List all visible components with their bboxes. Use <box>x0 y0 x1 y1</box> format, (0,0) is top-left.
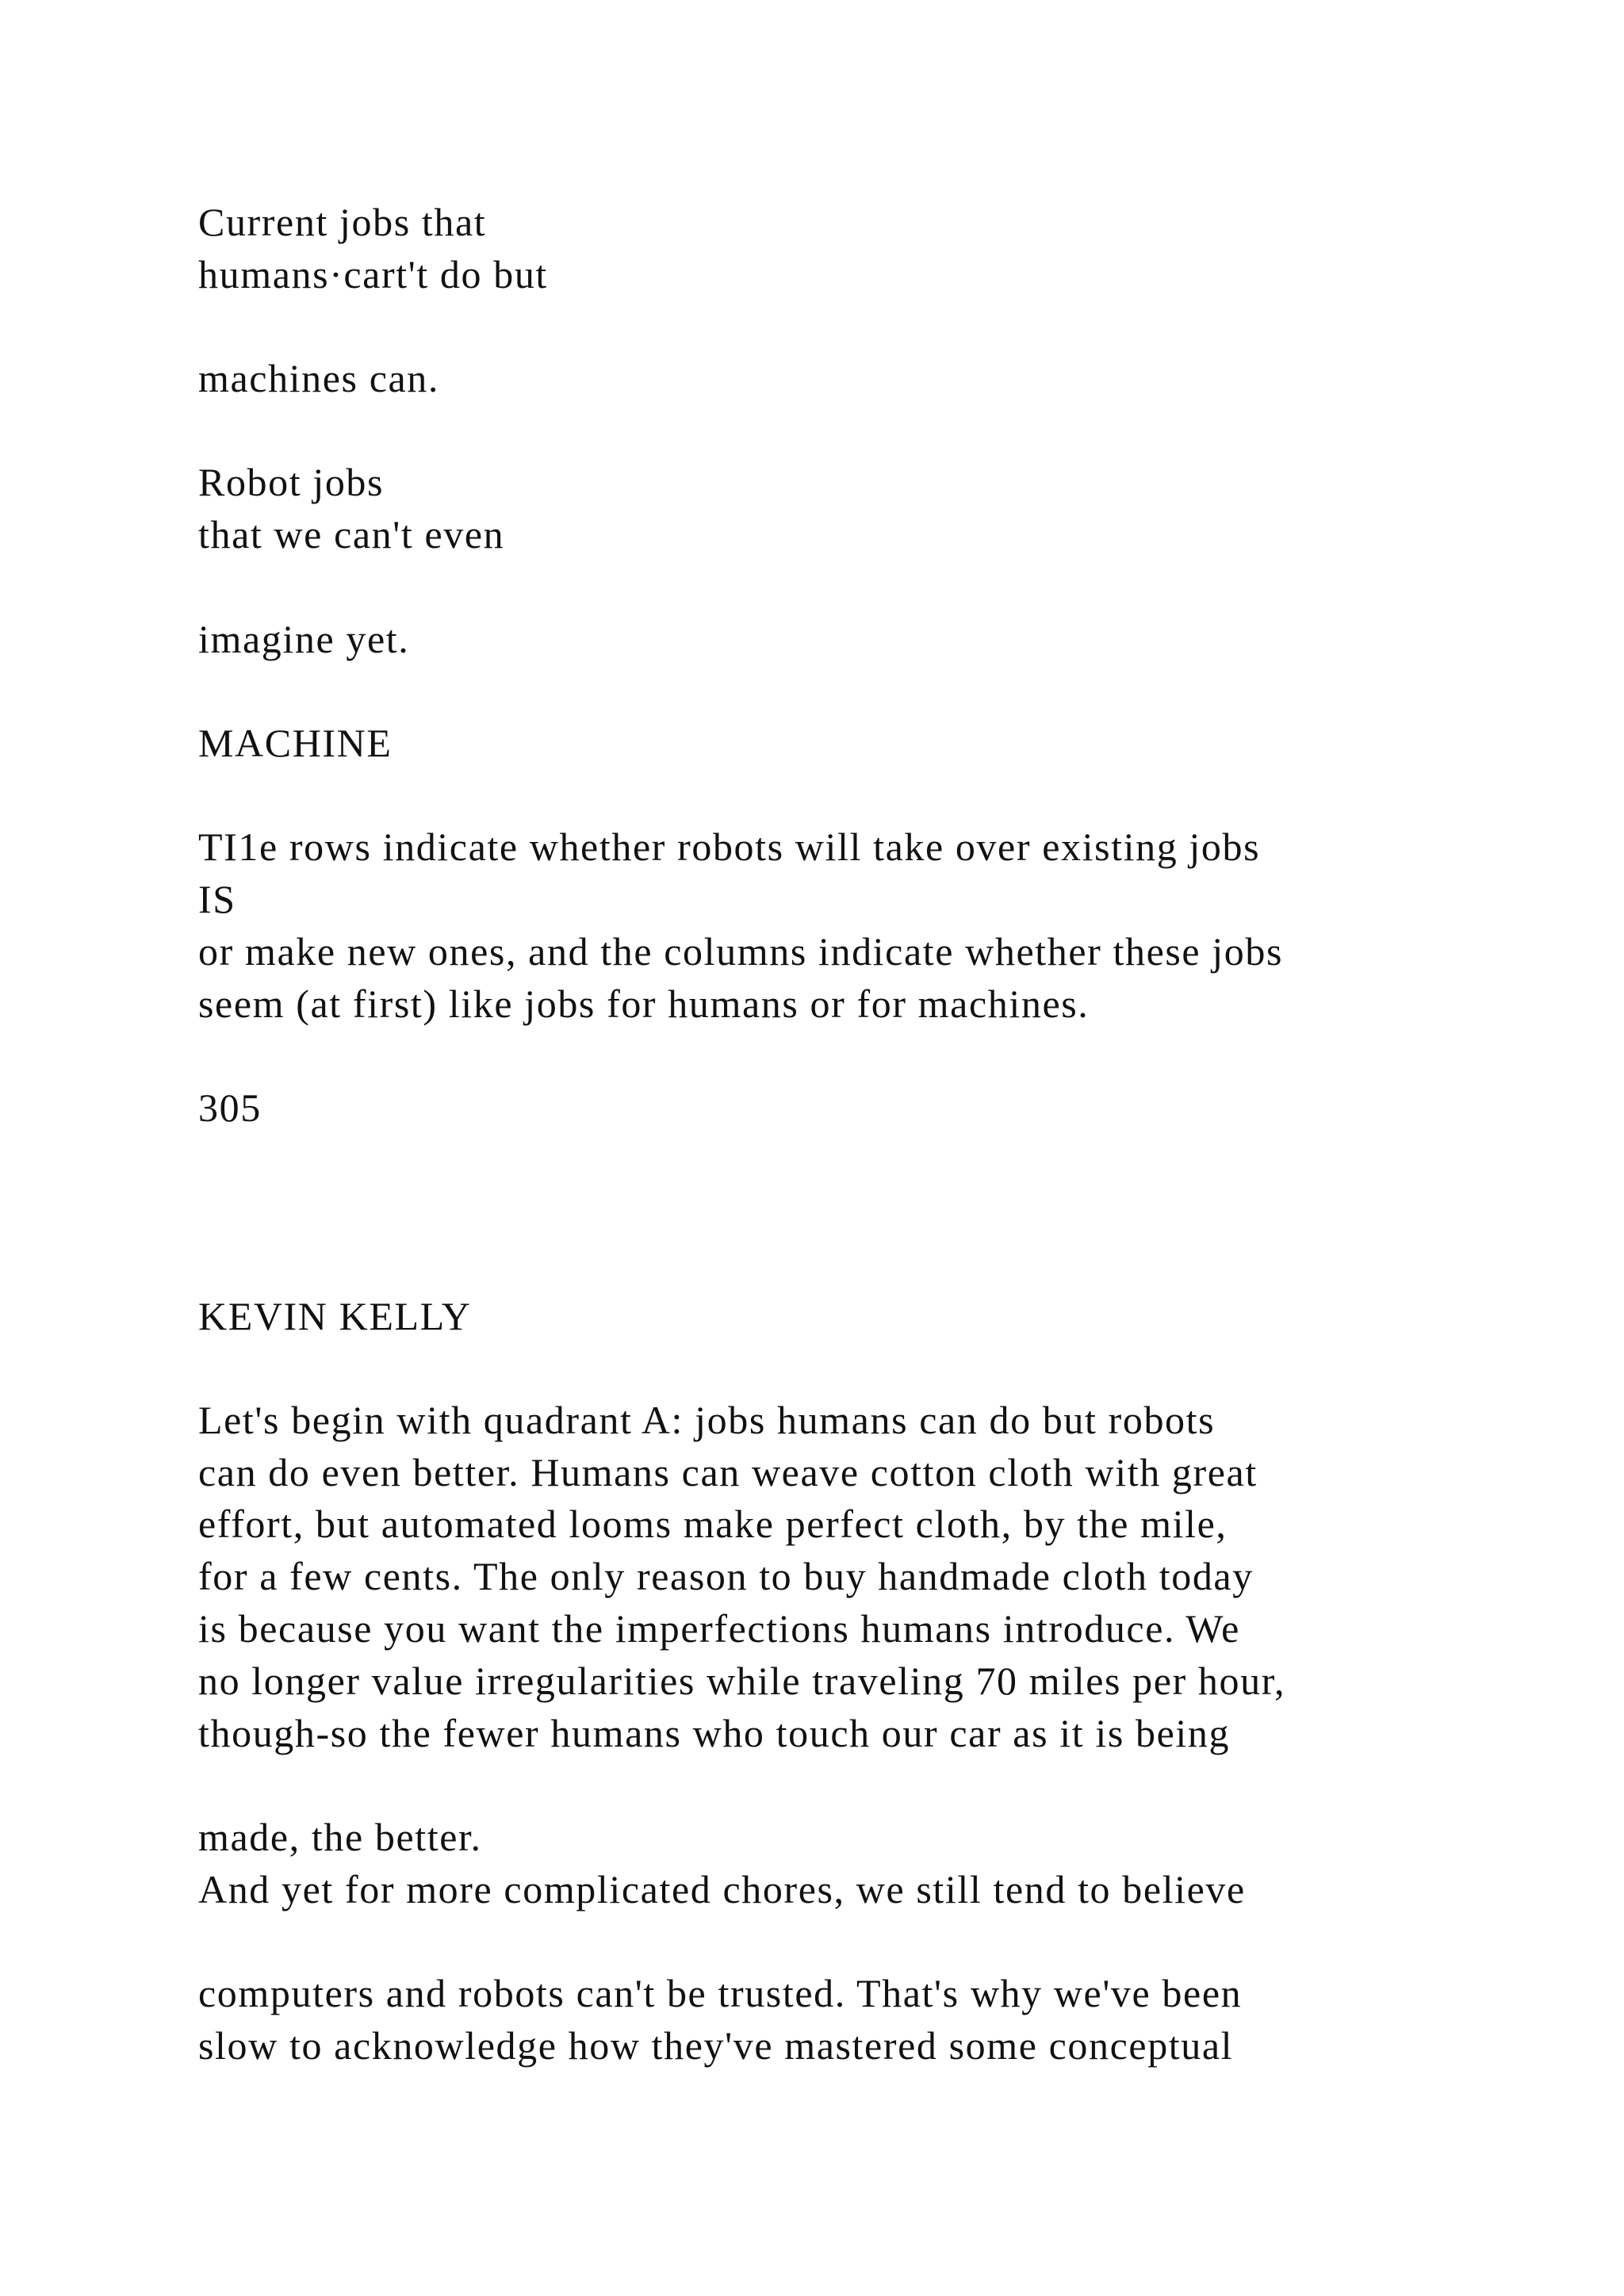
caption-line: or make new ones, and the columns indicate whether these jobs <box>198 929 1284 974</box>
caption-line: TI1e rows indicate whether robots will take over existing jobs <box>198 825 1261 869</box>
text-line: machines can. <box>198 356 440 400</box>
paragraph-line: Let's begin with quadrant A: jobs humans can do but robots <box>198 1398 1216 1442</box>
paragraph-line: for a few cents. The only reason to buy handmade cloth today <box>198 1554 1254 1598</box>
label-machine: MACHINE <box>198 721 393 765</box>
text-line: that we can't even <box>198 512 505 557</box>
caption-line: IS <box>198 877 236 921</box>
text-line: Current jobs that <box>198 200 487 244</box>
text-line: imagine yet. <box>198 617 410 661</box>
text-line: humans·cart't do but <box>198 252 548 297</box>
paragraph-line: computers and robots can't be trusted. That's why we've been <box>198 1971 1243 2015</box>
page-number: 305 <box>198 1085 262 1130</box>
paragraph-line: slow to acknowledge how they've mastered some conceptual <box>198 2023 1234 2068</box>
paragraph-line: though-so the fewer humans who touch our car as it is being <box>198 1711 1231 1755</box>
paragraph-line: made, the better. <box>198 1815 482 1859</box>
text-line: Robot jobs <box>198 460 385 504</box>
paragraph-line: no longer value irregularities while traveling 70 miles per hour, <box>198 1659 1286 1703</box>
paragraph-line: effort, but automated looms make perfect cloth, by the mile, <box>198 1502 1228 1546</box>
author-name: KEVIN KELLY <box>198 1294 472 1338</box>
paragraph-line: can do even better. Humans can weave cotton cloth with great <box>198 1450 1258 1494</box>
caption-line: seem (at first) like jobs for humans or for machines. <box>198 982 1090 1026</box>
paragraph-line: is because you want the imperfections humans introduce. We <box>198 1606 1240 1651</box>
paragraph-line: And yet for more complicated chores, we still tend to believe <box>198 1867 1246 1911</box>
